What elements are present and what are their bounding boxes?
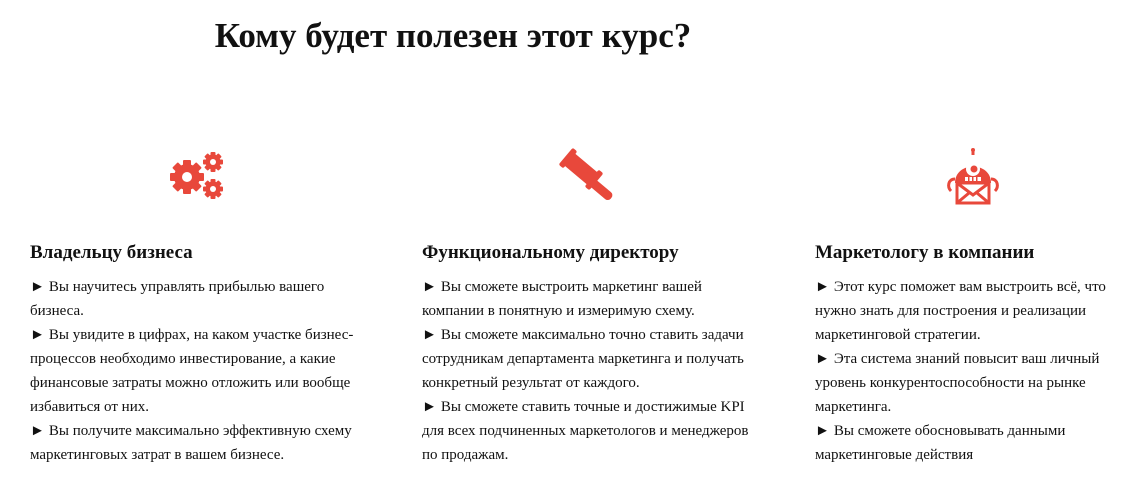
page-title: Кому будет полезен этот курс? (214, 16, 692, 55)
gavel-icon (559, 147, 619, 207)
benefit-list (815, 275, 1135, 467)
list-item: ► Вы сможете ставить точные и достижимые KPI для всех подчиненных маркетологов и менеджеров по продажам. (422, 399, 749, 463)
audience-column-owner (30, 145, 370, 467)
list-item: ► Вы сможете максимально точно ставить задачи сотрудникам департамента маркетинга и получать конкретный результат от каждого. (422, 327, 744, 391)
bullet-icon: ► (30, 279, 45, 295)
mail-monster-icon (945, 147, 1001, 207)
benefit-list (422, 275, 762, 467)
column-heading: Функциональному директору (422, 242, 679, 263)
bullet-icon: ► (422, 327, 437, 343)
column-heading: Маркетологу в компании (815, 242, 1035, 263)
bullet-icon: ► (815, 279, 830, 295)
bullet-icon: ► (422, 279, 437, 295)
audience-column-marketer (815, 145, 1135, 467)
icon-container (422, 145, 762, 211)
benefit-list (30, 275, 370, 467)
bullet-icon: ► (30, 423, 45, 439)
bullet-icon: ► (30, 327, 45, 343)
bullet-icon: ► (815, 423, 830, 439)
gears-icon (167, 147, 227, 207)
list-item: ► Вы научитесь управлять прибылью вашего бизнеса. (30, 279, 325, 319)
list-item: ► Эта система знаний повысит ваш личный уровень конкурентоспособности на рынке маркетинга. (815, 351, 1100, 415)
column-heading: Владельцу бизнеса (30, 242, 193, 263)
list-item: ► Вы сможете обосновывать данными маркетинговые действия (815, 423, 1066, 463)
list-item: ► Вы сможете выстроить маркетинг вашей компании в понятную и измеримую схему. (422, 279, 702, 319)
audience-column-director (422, 145, 762, 467)
icon-container (30, 145, 370, 211)
list-item: ► Этот курс поможет вам выстроить всё, что нужно знать для построения и реализации маркетинговой стратегии. (815, 279, 1106, 343)
bullet-icon: ► (422, 399, 437, 415)
list-item: ► Вы увидите в цифрах, на каком участке бизнес-процессов необходимо инвестирование, а какие финансовые затраты можно отложить или вообще избавиться от них. (30, 327, 354, 415)
icon-container (815, 145, 1135, 211)
bullet-icon: ► (815, 351, 830, 367)
list-item: ► Вы получите максимально эффективную схему маркетинговых затрат в вашем бизнесе. (30, 423, 352, 463)
